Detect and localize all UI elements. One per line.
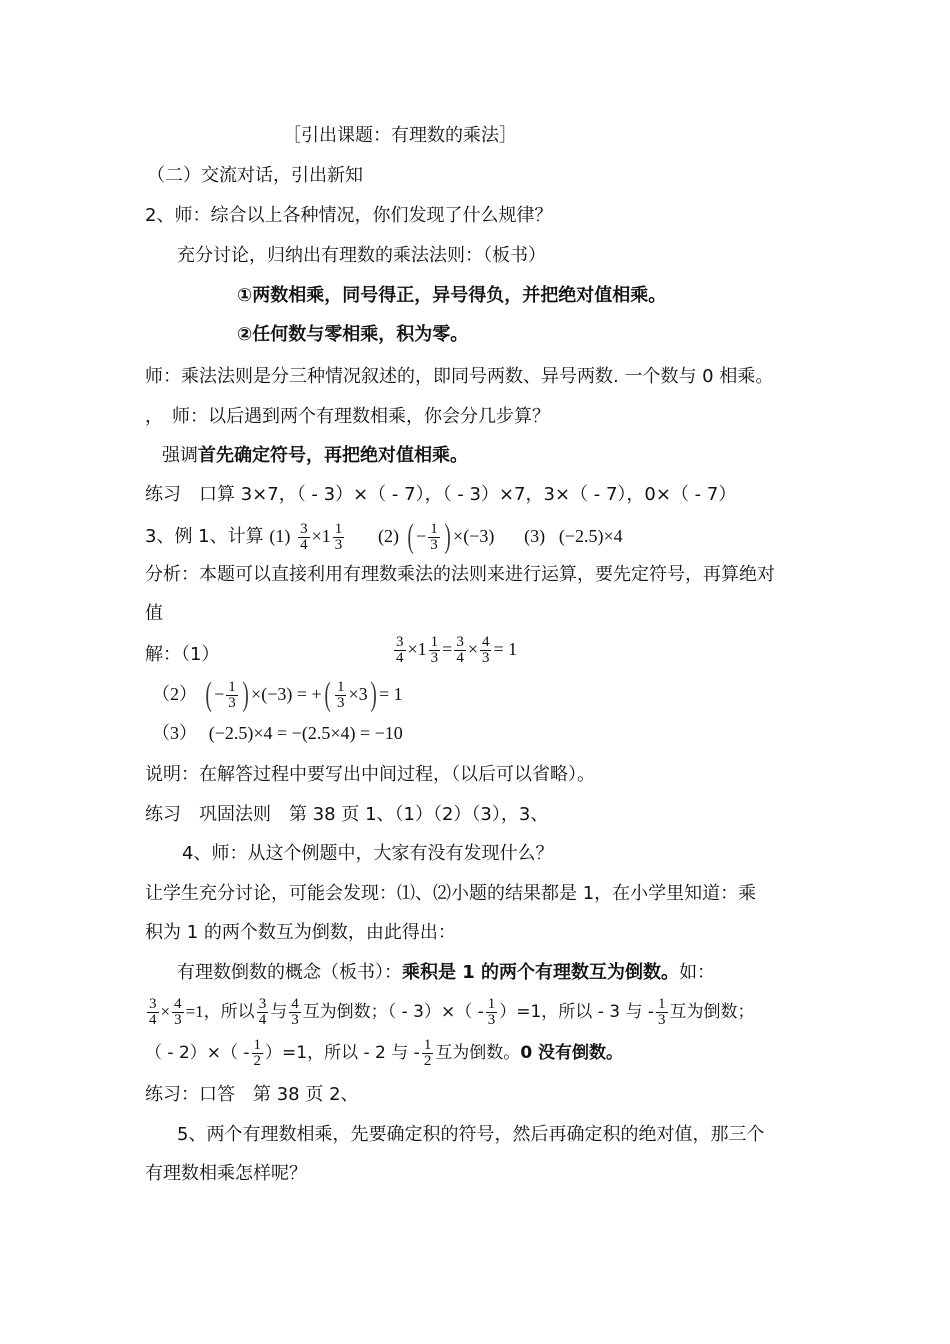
lead-topic: ［引出课题：有理数的乘法］ xyxy=(283,125,517,146)
discussion-note: 充分讨论，归纳出有理数的乘法法则：（板书） xyxy=(177,245,546,266)
analysis-cont: 值 xyxy=(145,603,163,624)
rule-2: ②任何数与零相乘，积为零。 xyxy=(237,324,469,345)
solution-2: （2） ( − $\frac{1}{3}$ ) ×(−3) = +( $\frac{1}{3}$ ×3) = 1 xyxy=(152,676,403,713)
example-1: 3、例 1、计算 (1) $\frac{3}{4}$ ×1 $\frac{1}{3}$ (2) ( − $\frac{1}{3}$ ) ×(−3) (3) (−2.5)×4 xyxy=(145,518,623,555)
reciprocal-concept: 有理数倒数的概念（板书）：乘积是 1 的两个有理数互为倒数。如： xyxy=(177,962,716,983)
fraction: $\frac{1}{3}$ xyxy=(430,520,438,553)
reciprocal-example-2: （ - 2）×（ - $\frac{1}{2}$ ）=1，所以 - 2 与 - $\frac{1}{2}$ 互为倒数。0 没有倒数。 xyxy=(145,1036,624,1069)
note: 说明：在解答过程中要写出中间过程，（以后可以省略）。 xyxy=(145,764,595,785)
fraction: $\frac{1}{3}$ xyxy=(334,520,343,553)
practice-answer: 练习：口答 第 38 页 2、 xyxy=(145,1084,359,1105)
discovery-cont: 积为 1 的两个数互为倒数，由此得出： xyxy=(145,922,456,943)
practice-oral: 练习 口算 3×7，（ - 3）×（ - 7），（ - 3）×7，3×（ - 7），0×（ - 7） xyxy=(145,484,737,505)
teacher-question: 2、师：综合以上各种情况，你们发现了什么规律？ xyxy=(145,205,553,226)
fraction: $\frac{3}{4}$ xyxy=(300,520,308,553)
three-factor-question-cont: 有理数相乘怎样呢？ xyxy=(145,1163,307,1184)
three-factor-question: 5、两个有理数相乘，先要确定积的符号，然后再确定积的绝对值，那三个 xyxy=(177,1124,765,1145)
solution-1: $\frac{3}{4}$ ×1 $\frac{1}{3}$ = $\frac{3}{4}$ × $\frac{4}{3}$ = 1 xyxy=(396,633,518,666)
teacher-explain: 师：乘法法则是分三种情况叙述的，即同号两数、异号两数. 一个数与 0 相乘。 xyxy=(145,366,774,387)
reciprocal-example-1: $\frac{3}{4}$ × $\frac{4}{3}$ =1，所以 $\frac{3}{4}$ 与 $\frac{4}{3}$ 互为倒数；（ - 3）×（ - $\frac{1}{3}$ ）=1，所以 - 3 与 - $\frac{1}{3}$ 互为倒数； xyxy=(149,995,755,1028)
solution-label: 解：（1） xyxy=(145,644,220,665)
practice-consolidate: 练习 巩固法则 第 38 页 1、（1）（2）（3），3、 xyxy=(145,804,549,825)
analysis: 分析：本题可以直接利用有理数乘法的法则来进行运算，要先定符号，再算绝对 xyxy=(145,564,775,585)
teacher-followup: ， 师：以后遇到两个有理数相乘，你会分几步算？ xyxy=(145,406,550,427)
emphasis-line: 强调首先确定符号，再把绝对值相乘。 xyxy=(162,445,468,466)
solution-3: （3） (−2.5)×4 = −(2.5×4) = −10 xyxy=(152,723,403,743)
discovery: 让学生充分讨论，可能会发现：⑴、⑵小题的结果都是 1，在小学里知道：乘 xyxy=(145,883,757,904)
section-heading: （二）交流对话，引出新知 xyxy=(147,165,363,186)
reciprocal-definition: 乘积是 1 的两个有理数互为倒数。 xyxy=(402,962,680,983)
emphasis-bold: 首先确定符号，再把绝对值相乘。 xyxy=(198,445,468,466)
rule-1: ①两数相乘，同号得正，异号得负，并把绝对值相乘。 xyxy=(237,285,667,306)
teacher-question-4: 4、师：从这个例题中，大家有没有发现什么？ xyxy=(182,843,554,864)
